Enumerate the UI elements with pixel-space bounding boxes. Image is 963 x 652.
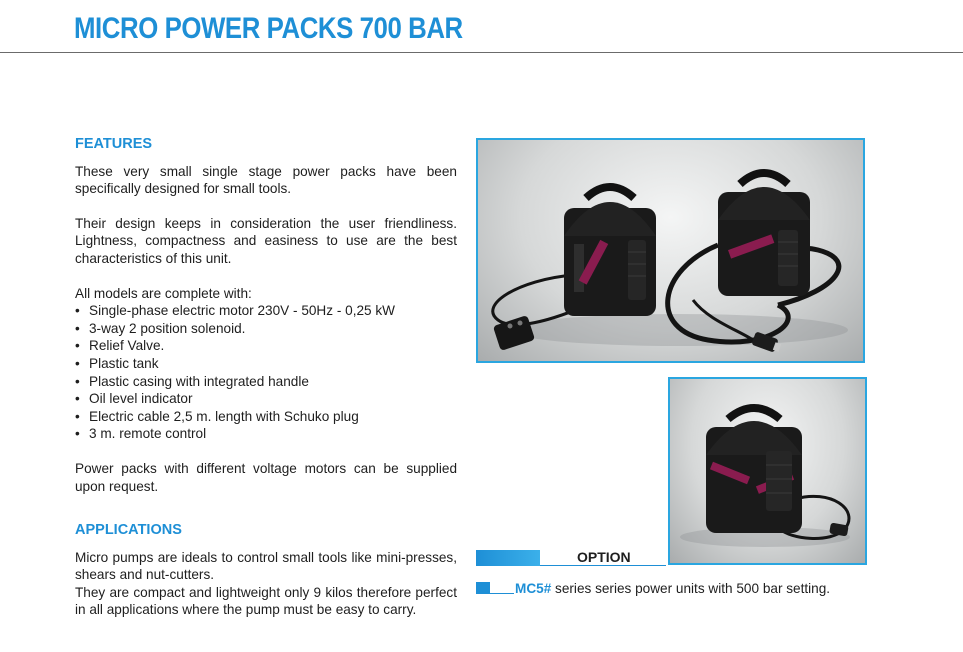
option-description <box>515 581 830 596</box>
applications-paragraph-2: They are compact and lightweight only 9 kilos therefore perfect in all applications where the pump must be easy to carry. <box>75 584 457 618</box>
applications-paragraph-1: Micro pumps are ideals to control small tools like mini-presses, shears and nut-cutters. <box>75 549 457 583</box>
list-item: • Electric cable 2,5 m. length with Schuko plug <box>75 408 457 426</box>
option-heading: OPTION <box>577 549 631 565</box>
list-item: • Oil level indicator <box>75 390 457 408</box>
power-pack-pair-illustration <box>478 140 863 361</box>
applications-heading: APPLICATIONS <box>75 522 182 539</box>
product-photo-two-units <box>476 138 865 363</box>
features-paragraph-1: These very small single stage power packs have been specifically designed for small tools. <box>75 163 457 197</box>
page-title: MICRO POWER PACKS 700 BAR <box>74 12 463 45</box>
option-bullet-line <box>490 593 514 594</box>
power-pack-single-illustration <box>670 379 865 563</box>
option-header-bar <box>476 550 540 566</box>
option-model-code: MC5# <box>515 581 552 596</box>
features-list-intro: All models are complete with: <box>75 285 252 301</box>
features-list <box>75 302 457 443</box>
list-item: • Plastic casing with integrated handle <box>75 373 457 391</box>
power-pack-unit-3 <box>706 408 802 533</box>
power-pack-unit-2 <box>718 173 810 296</box>
product-photo-single-unit <box>668 377 867 565</box>
list-item: • Single-phase electric motor 230V - 50Hz - 0,25 kW <box>75 302 457 320</box>
title-divider <box>0 52 963 53</box>
list-item: • 3-way 2 position solenoid. <box>75 320 457 338</box>
option-header-line <box>540 565 666 566</box>
power-pack-unit-1 <box>564 187 656 316</box>
option-text: series series power units with 500 bar setting. <box>551 581 831 596</box>
text-column <box>75 136 457 619</box>
features-paragraph-3: Power packs with different voltage motors can be supplied upon request. <box>75 460 457 494</box>
list-item: • Relief Valve. <box>75 337 457 355</box>
list-item: • Plastic tank <box>75 355 457 373</box>
features-heading: FEATURES <box>75 136 153 152</box>
option-bullet-square <box>476 582 490 594</box>
list-item: • 3 m. remote control <box>75 425 457 443</box>
features-paragraph-2: Their design keeps in consideration the user friendliness. Lightness, compactness and easiness to use are the best characteristics of this unit. <box>75 215 457 266</box>
